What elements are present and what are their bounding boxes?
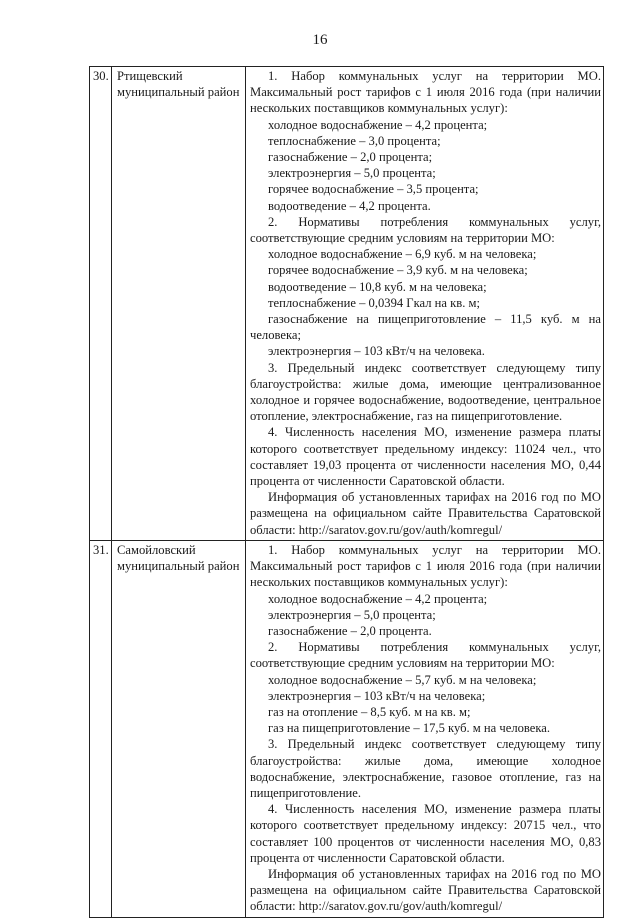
list-item: горячее водоснабжение – 3,5 процента; — [268, 182, 479, 197]
list-item: электроэнергия – 5,0 процента; — [268, 166, 436, 181]
list-item: газоснабжение на пищеприготовление – 11,5 куб. м на человека; — [250, 312, 601, 343]
row-number: 31. — [90, 540, 112, 917]
paragraph: 1. Набор коммунальных услуг на территории МО. Максимальный рост тарифов с 1 июля 2016 года (при наличии нескольких поставщиков коммунальных услуг): — [250, 542, 601, 590]
district-name: Самойловский муниципальный район — [112, 540, 246, 917]
list-item: электроэнергия – 103 кВт/ч на человека; — [268, 688, 486, 703]
district-info — [246, 540, 604, 917]
list-item: теплоснабжение – 0,0394 Гкал на кв. м; — [268, 295, 480, 310]
paragraph: Информация об установленных тарифах на 2016 год по МО размещена на официальном сайте Правительства Саратовской области: http://saratov.gov.ru/gov/auth/komregul/ — [250, 490, 601, 537]
list-item: теплоснабжение – 3,0 процента; — [268, 133, 441, 148]
row-number: 30. — [90, 67, 112, 541]
list-item: холодное водоснабжение – 5,7 куб. м на человека; — [268, 672, 537, 687]
tariff-table — [89, 66, 604, 918]
list-item: электроэнергия – 5,0 процента; — [268, 607, 436, 622]
paragraph: 3. Предельный индекс соответствует следующему типу благоустройства: жилые дома, имеющие холодное водоснабжение, электроснабжение, газовое отопление, газ на пищеприготовление. — [250, 737, 601, 800]
paragraph: 2. Нормативы потребления коммунальных услуг, соответствующие средним условиям на территории МО: — [250, 214, 601, 246]
paragraph: 1. Набор коммунальных услуг на территории МО. Максимальный рост тарифов с 1 июля 2016 года (при наличии нескольких поставщиков коммунальных услуг): — [250, 69, 601, 116]
list-item: водоотведение – 10,8 куб. м на человека; — [268, 279, 487, 294]
list-item: холодное водоснабжение – 4,2 процента; — [268, 117, 488, 132]
list-item: газ на пищеприготовление – 17,5 куб. м на человека. — [268, 721, 551, 736]
paragraph: Информация об установленных тарифах на 2016 год по МО размещена на официальном сайте Правительства Саратовской области: http://saratov.gov.ru/gov/auth/komregul/ — [250, 866, 601, 914]
district-info — [246, 67, 604, 541]
table-body — [90, 67, 604, 918]
list-item: газ на отопление – 8,5 куб. м на кв. м; — [268, 704, 471, 719]
paragraph: 4. Численность населения МО, изменение размера платы которого соответствует предельному индексу: 20715 чел., что составляет 100 процентов от численности населения МО, 0,83 процента от численности Саратовской области. — [250, 802, 601, 865]
list-item: холодное водоснабжение – 6,9 куб. м на человека; — [268, 247, 537, 262]
list-item: горячее водоснабжение – 3,9 куб. м на человека; — [268, 263, 528, 278]
paragraph: 2. Нормативы потребления коммунальных услуг, соответствующие средним условиям на территории МО: — [250, 640, 601, 671]
list-item: газоснабжение – 2,0 процента. — [268, 623, 432, 638]
district-name: Ртищевский муниципальный район — [112, 67, 246, 541]
page-number: 16 — [312, 32, 328, 48]
table-row — [90, 67, 604, 541]
list-item: водоотведение – 4,2 процента. — [268, 198, 431, 213]
list-item: газоснабжение – 2,0 процента; — [268, 150, 433, 165]
list-item: электроэнергия – 103 кВт/ч на человека. — [268, 344, 485, 359]
list-item: холодное водоснабжение – 4,2 процента; — [268, 591, 488, 606]
table-row — [90, 540, 604, 917]
paragraph: 4. Численность населения МО, изменение размера платы которого соответствует предельному индексу: 11024 чел., что составляет 19,03 процента от численности населения МО, 0,44 процента от численности Саратовской области. — [250, 425, 601, 489]
paragraph: 3. Предельный индекс соответствует следующему типу благоустройства: жилые дома, имеющие централизованное холодное и горячее водоснабжение, водоотведение, центральное отопление, электроснабжение, газ на пищеприготовление. — [250, 360, 601, 424]
